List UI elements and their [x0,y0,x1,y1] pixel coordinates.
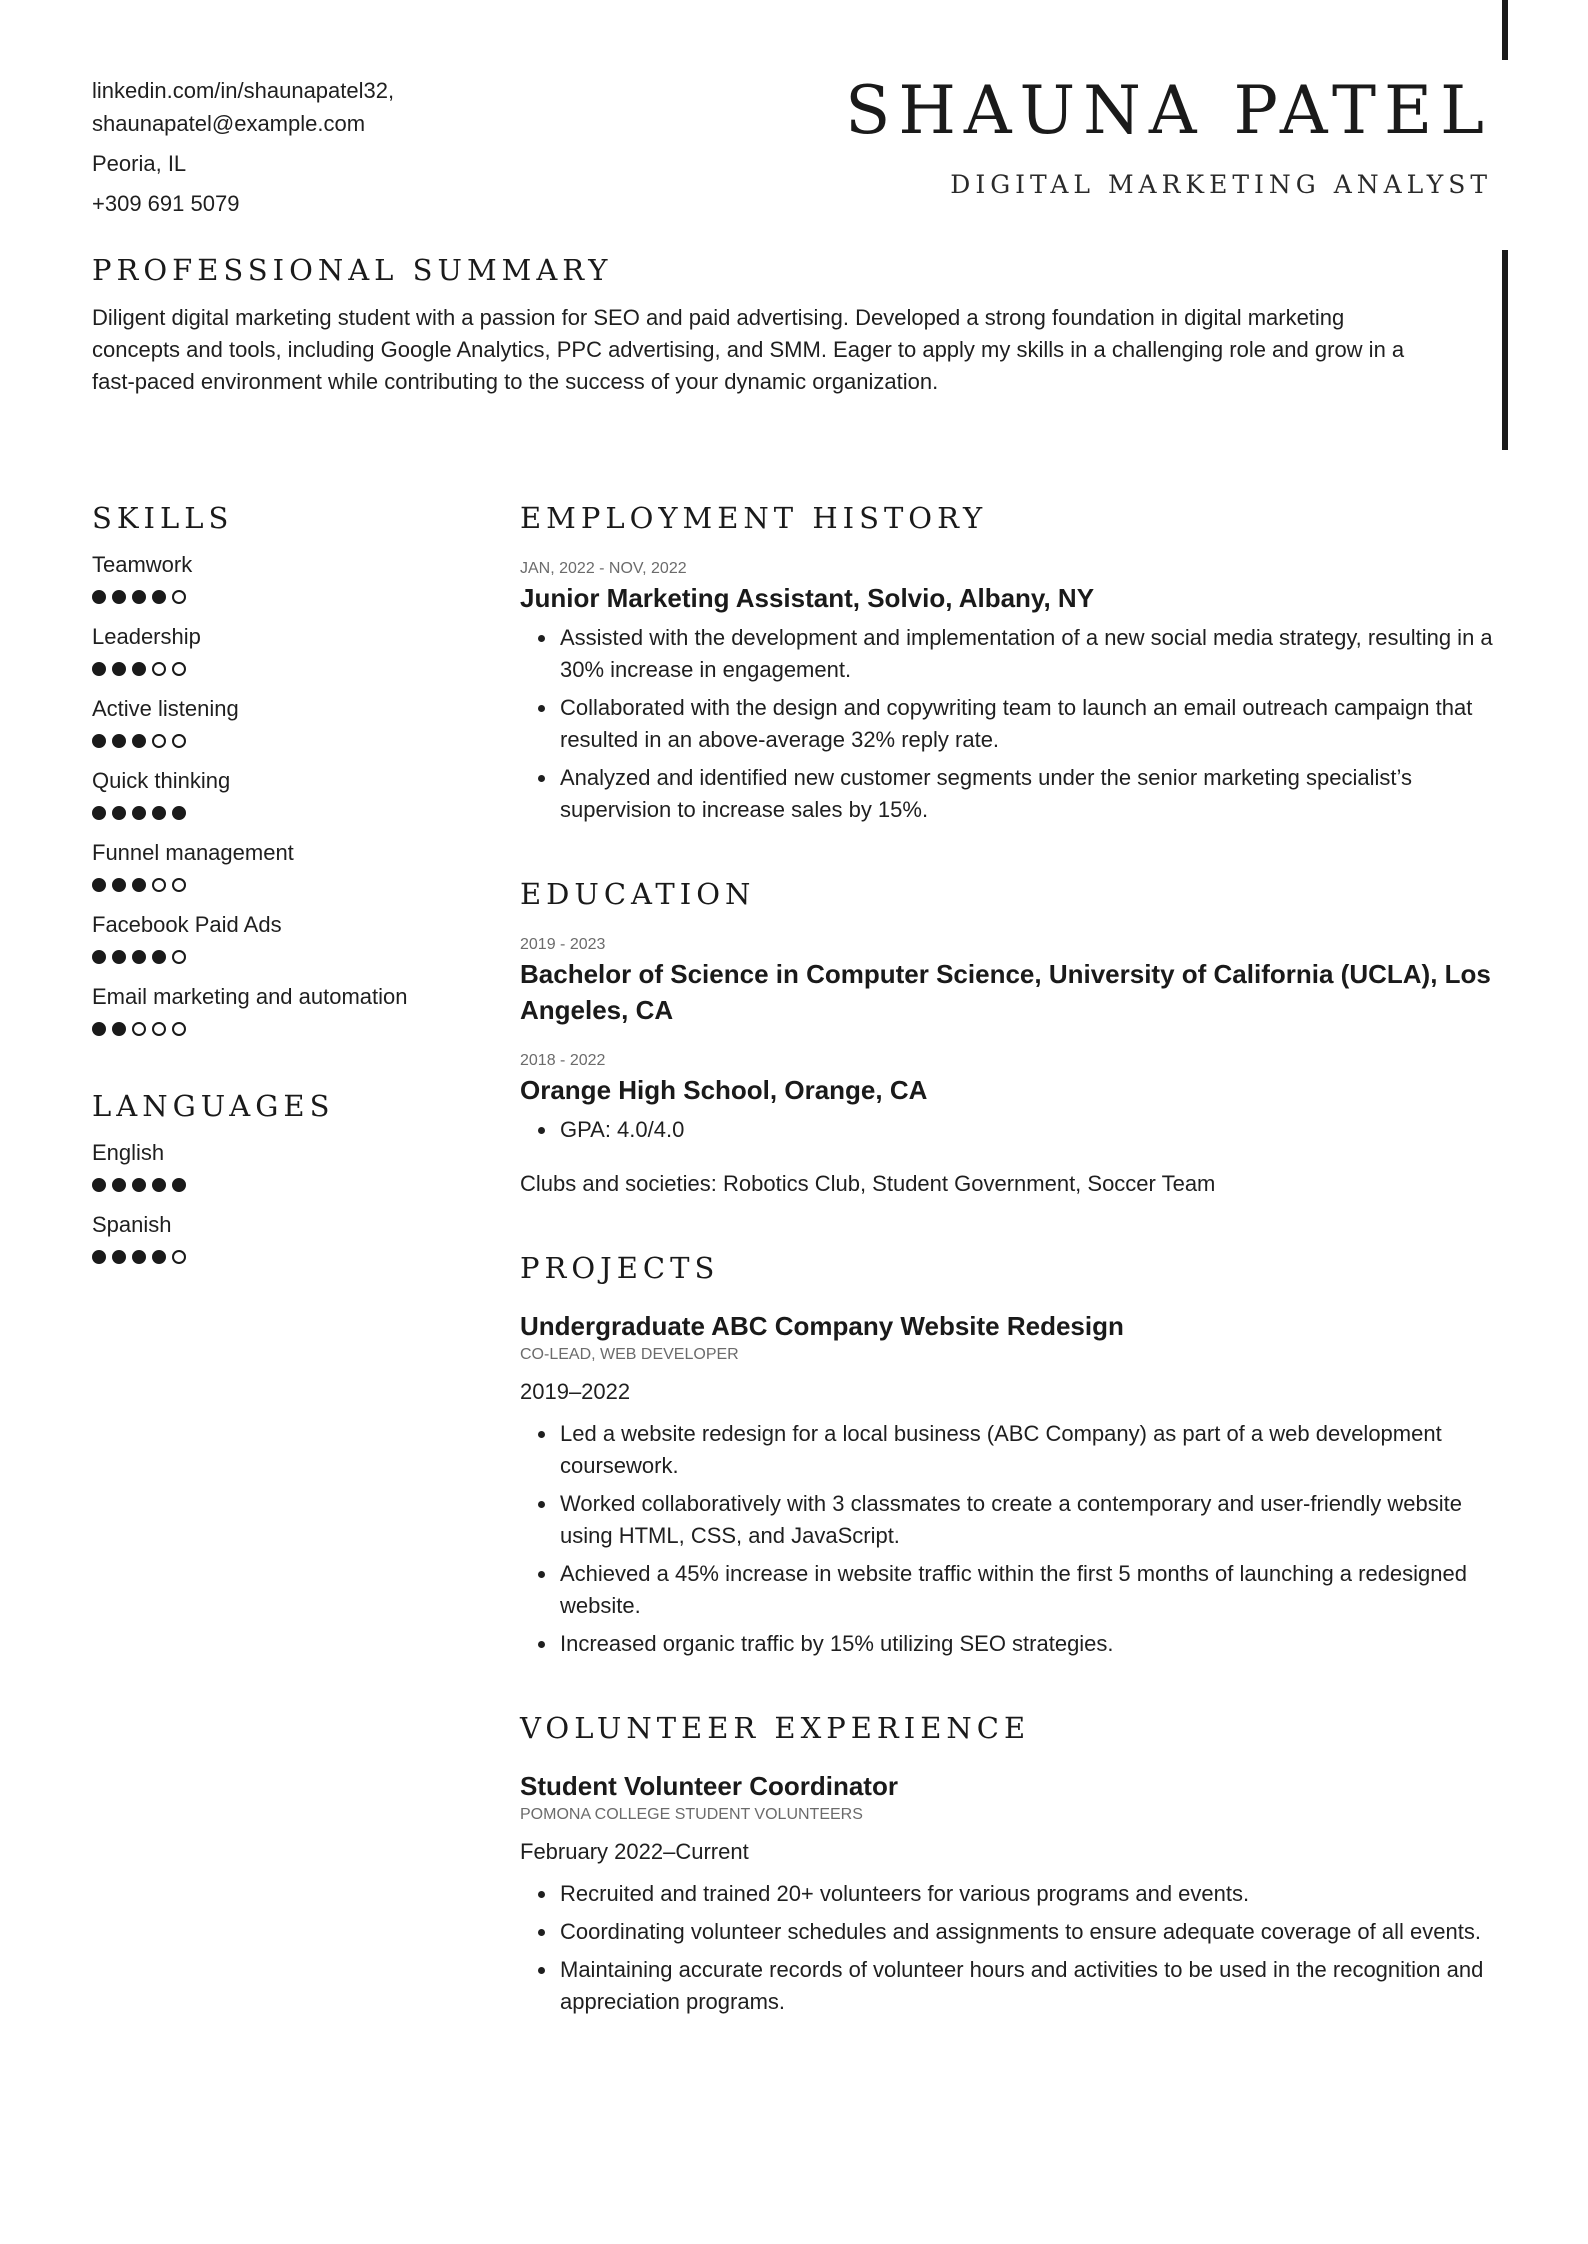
rating-dot-empty-icon [172,878,186,892]
rating-dot-filled-icon [112,1250,126,1264]
project-title: Undergraduate ABC Company Website Redesign [520,1311,1124,1341]
languages-list [92,1138,472,1268]
rating-dot-filled-icon [92,662,106,676]
project-period: 2019–2022 [520,1379,631,1404]
rating-dot-empty-icon [172,1250,186,1264]
skill-label: Leadership [92,624,201,649]
volunteer-title: Student Volunteer Coordinator [520,1771,898,1801]
rating-dot-filled-icon [152,590,166,604]
rating-dot-filled-icon [92,806,106,820]
rating-dot-filled-icon [152,806,166,820]
rating-dot-empty-icon [172,950,186,964]
skills-heading: SKILLS [92,501,234,535]
job-title: Junior Marketing Assistant, Solvio, Albany, NY [520,583,1095,613]
list-item: • Collaborated with the design and copywriting team to launch an email outreach campaign that resulted in an above-average 32% reply rate. [558,692,1510,756]
skill-rating [92,586,472,608]
list-item: • Recruited and trained 20+ volunteers for various programs and events. [558,1878,1510,1910]
education-note: Clubs and societies: Robotics Club, Student Government, Soccer Team [520,1171,1216,1196]
rating-dot-filled-icon [92,950,106,964]
rating-dot-filled-icon [112,878,126,892]
skill-label: Email marketing and automation [92,984,408,1009]
rating-dot-filled-icon [132,590,146,604]
skill-rating [92,874,472,896]
skill-rating [92,802,472,824]
right-column [520,500,1510,2018]
list-item: • Led a website redesign for a local business (ABC Company) as part of a web development coursework. [558,1418,1510,1482]
rating-dot-filled-icon [92,1022,106,1036]
rating-dot-filled-icon [112,734,126,748]
decorative-bar-top [1502,0,1508,60]
rating-dot-filled-icon [132,1250,146,1264]
rating-dot-filled-icon [152,1178,166,1192]
education-bullets [520,1114,1510,1146]
list-item: • GPA: 4.0/4.0 [558,1114,1510,1146]
education-heading: EDUCATION [520,877,756,911]
list-item: • Analyzed and identified new customer segments under the senior marketing specialist’s supervision to increase sales by 15%. [558,762,1510,826]
candidate-name: SHAUNA PATEL [845,72,1492,149]
volunteer-heading: VOLUNTEER EXPERIENCE [520,1711,1031,1745]
list-item: • Maintaining accurate records of volunteer hours and activities to be used in the recognition and appreciation programs. [558,1954,1510,2018]
rating-dot-filled-icon [172,1178,186,1192]
decorative-bar-middle [1502,250,1508,450]
rating-dot-filled-icon [112,1178,126,1192]
list-item: • Achieved a 45% increase in website traffic within the first 5 months of launching a redesigned website. [558,1558,1510,1622]
rating-dot-filled-icon [92,590,106,604]
rating-dot-filled-icon [92,1178,106,1192]
rating-dot-empty-icon [152,734,166,748]
job-bullets [520,622,1510,826]
project-bullets [520,1418,1510,1660]
rating-dot-filled-icon [92,1250,106,1264]
rating-dot-filled-icon [132,806,146,820]
rating-dot-filled-icon [132,734,146,748]
education-dates: 2018 - 2022 [520,1052,606,1069]
rating-dot-filled-icon [112,950,126,964]
skill-label: Funnel management [92,840,294,865]
skill-label: Facebook Paid Ads [92,912,282,937]
language-label: English [92,1140,165,1165]
list-item: • Increased organic traffic by 15% utilizing SEO strategies. [558,1628,1510,1660]
rating-dot-empty-icon [172,590,186,604]
skill-rating [92,730,472,752]
rating-dot-filled-icon [132,878,146,892]
language-label: Spanish [92,1212,172,1237]
left-column [92,500,472,1268]
volunteer-period: February 2022–Current [520,1839,749,1864]
language-rating [92,1246,472,1268]
rating-dot-filled-icon [112,1022,126,1036]
project-role: CO-LEAD, WEB DEVELOPER [520,1346,739,1363]
rating-dot-empty-icon [172,662,186,676]
skill-rating [92,658,472,680]
summary-text: Diligent digital marketing student with a passion for SEO and paid advertising. Developed a strong foundation in digital marketing concepts and tools, including Google Analytics, PPC advertising, and SMM. Eager to apply my skills in a challenging role and grow in a fast-paced environment while contributing to the success of your dynamic organization. [92,305,1405,394]
skill-label: Quick thinking [92,768,231,793]
volunteer-bullets [520,1878,1510,2018]
list-item: • Coordinating volunteer schedules and assignments to ensure adequate coverage of all events. [558,1916,1510,1948]
phone-text: +309 691 5079 [92,191,240,216]
employment-heading: EMPLOYMENT HISTORY [520,501,988,535]
education-title: Bachelor of Science in Computer Science, University of California (UCLA), Los Angeles, CA [520,959,1491,1025]
rating-dot-empty-icon [172,1022,186,1036]
rating-dot-filled-icon [152,950,166,964]
rating-dot-filled-icon [112,662,126,676]
linkedin-link[interactable]: linkedin.com/in/shaunapatel32, [92,78,395,103]
skills-list [92,550,472,1040]
summary-heading: PROFESSIONAL SUMMARY [92,253,613,287]
rating-dot-filled-icon [92,878,106,892]
location-text: Peoria, IL [92,151,187,176]
list-item: • Assisted with the development and implementation of a new social media strategy, resulting in a 30% increase in engagement. [558,622,1510,686]
languages-heading: LANGUAGES [92,1089,335,1123]
list-item: • Worked collaboratively with 3 classmates to create a contemporary and user-friendly website using HTML, CSS, and JavaScript. [558,1488,1510,1552]
education-dates: 2019 - 2023 [520,936,606,953]
skill-rating [92,946,472,968]
job-dates: JAN, 2022 - NOV, 2022 [520,560,687,577]
rating-dot-filled-icon [132,662,146,676]
skill-label: Teamwork [92,552,193,577]
skill-label: Active listening [92,696,239,721]
rating-dot-filled-icon [152,1250,166,1264]
language-rating [92,1174,472,1196]
rating-dot-empty-icon [152,1022,166,1036]
candidate-job-title: DIGITAL MARKETING ANALYST [950,170,1492,199]
rating-dot-filled-icon [112,590,126,604]
rating-dot-filled-icon [132,950,146,964]
rating-dot-empty-icon [152,662,166,676]
rating-dot-filled-icon [112,806,126,820]
rating-dot-filled-icon [92,734,106,748]
skill-rating [92,1018,472,1040]
volunteer-org: POMONA COLLEGE STUDENT VOLUNTEERS [520,1806,863,1823]
rating-dot-empty-icon [132,1022,146,1036]
email-link[interactable]: shaunapatel@example.com [92,111,366,136]
rating-dot-empty-icon [152,878,166,892]
rating-dot-filled-icon [172,806,186,820]
rating-dot-filled-icon [132,1178,146,1192]
contact-info [92,74,692,220]
education-title: Orange High School, Orange, CA [520,1075,928,1105]
projects-heading: PROJECTS [520,1251,720,1285]
rating-dot-empty-icon [172,734,186,748]
